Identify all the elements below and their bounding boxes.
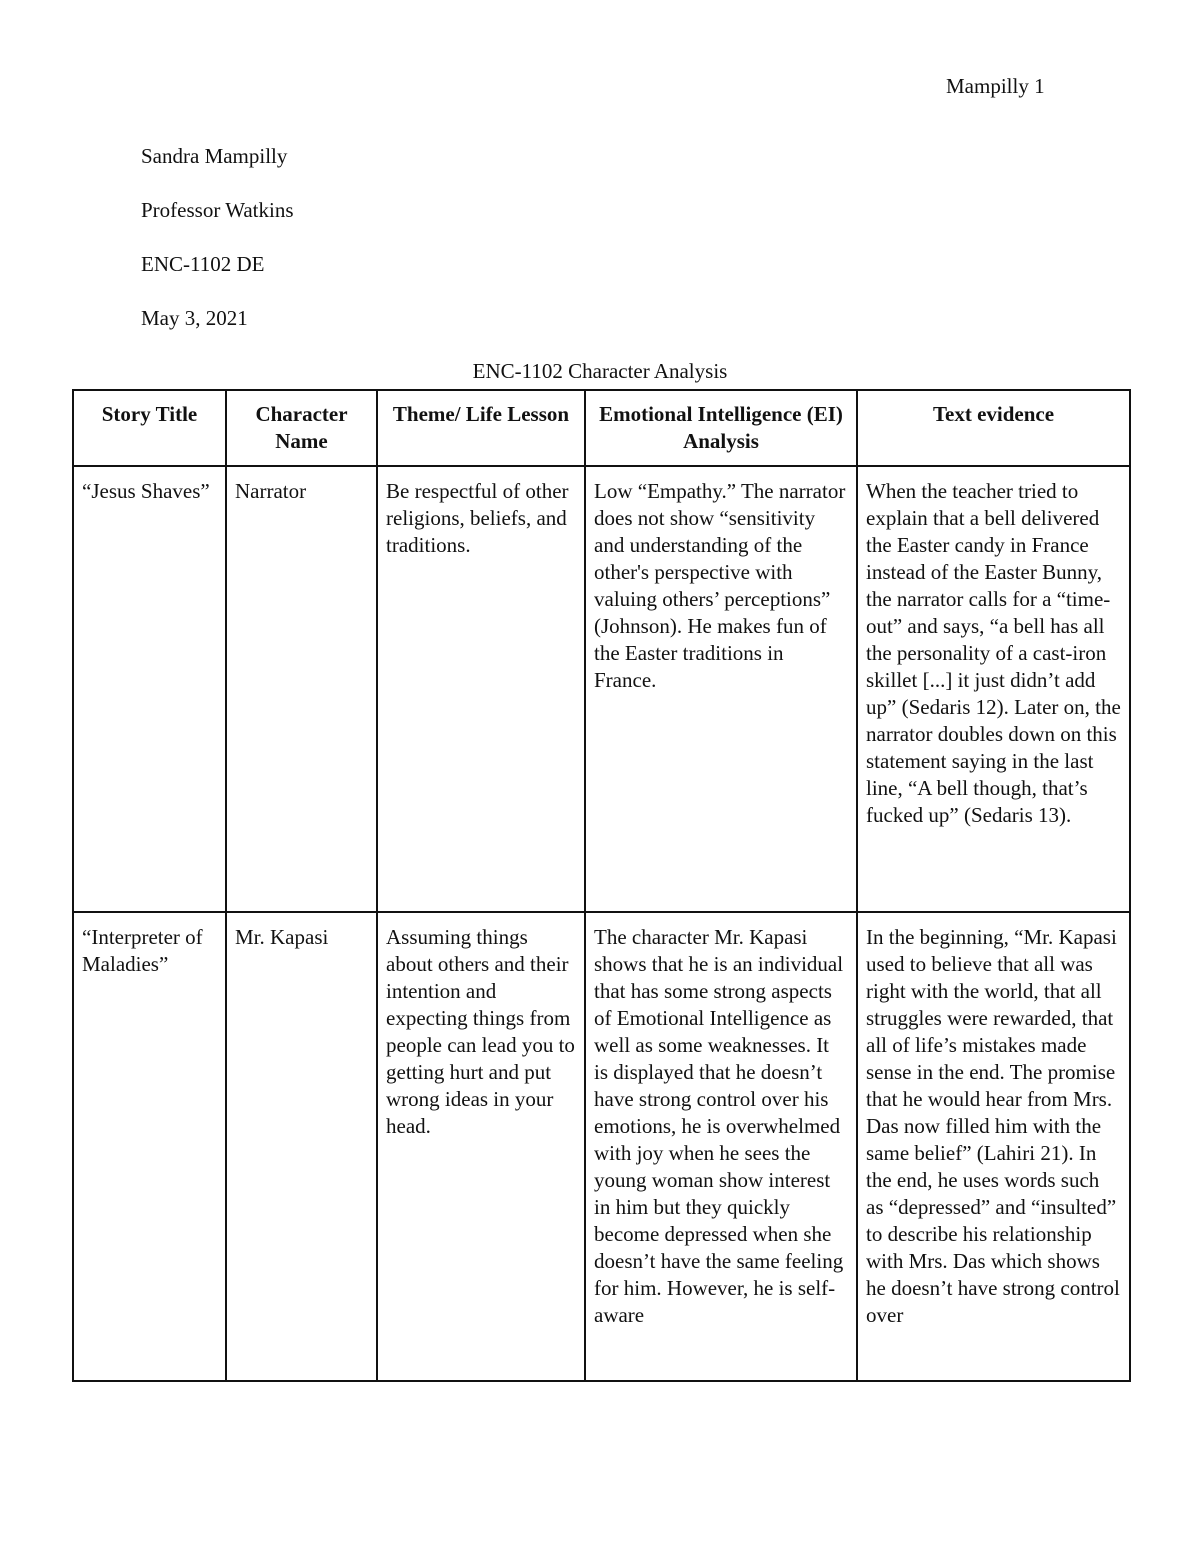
cell-text-evidence: [857, 466, 1130, 912]
column-header-ei-analysis: Emotional Intelligence (EI) Analysis: [585, 390, 857, 466]
story-title-text: “Interpreter of Maladies”: [82, 925, 203, 976]
professor-name: Professor Watkins: [141, 198, 294, 222]
table-row: [73, 912, 1130, 1381]
cell-text-evidence: [857, 912, 1130, 1381]
ei-analysis-text: Low “Empathy.” The narrator does not show “sensitivity and understanding of the other's perspective with valuing others’ perceptions” (Johnson). He makes fun of the Easter traditions in France.: [594, 479, 846, 692]
column-header-text-evidence: Text evidence: [857, 390, 1130, 466]
column-header-character-name: Character Name: [226, 390, 377, 466]
student-name: Sandra Mampilly: [141, 144, 288, 168]
text-evidence-text: When the teacher tried to explain that a bell delivered the Easter candy in France instead of the Easter Bunny, the narrator calls for a “time-out” and says, “a bell has all the personality of a cast-iron skillet [...] it just didn’t add up” (Sedaris 12). Later on, the narrator doubles down on this statement saying in the last line, “A bell though, that’s fucked up” (Sedaris 13).: [866, 479, 1121, 827]
table-row: [73, 466, 1130, 912]
course-name: ENC-1102 DE: [141, 252, 265, 276]
cell-story-title: [73, 912, 226, 1381]
cell-character-name: [226, 912, 377, 1381]
story-title-text: “Jesus Shaves”: [82, 479, 210, 503]
ei-analysis-text: The character Mr. Kapasi shows that he is an individual that has some strong aspects of Emotional Intelligence as well as some weaknesses. It is displayed that he doesn’t have strong control over his emotions, he is overwhelmed with joy when he sees the young woman show interest in him but they quickly become depressed when she doesn’t have the same feeling for him. However, he is self-aware: [594, 925, 844, 1327]
table-header-row: [73, 390, 1130, 466]
theme-text: Be respectful of other religions, beliefs, and traditions.: [386, 479, 569, 557]
column-header-theme: Theme/ Life Lesson: [377, 390, 585, 466]
cell-story-title: [73, 466, 226, 912]
cell-ei-analysis: [585, 466, 857, 912]
character-analysis-table: [72, 389, 1131, 1382]
page-header-number: Mampilly 1: [946, 74, 1045, 98]
character-name-text: Mr. Kapasi: [235, 925, 329, 949]
column-header-story-title: Story Title: [73, 390, 226, 466]
document-title: ENC-1102 Character Analysis: [472, 359, 728, 383]
text-evidence-text: In the beginning, “Mr. Kapasi used to believe that all was right with the world, that all struggles were rewarded, that all of life’s mistakes made sense in the end. The promise that he would hear from Mrs. Das now filled him with the same belief” (Lahiri 21). In the end, he uses words such as “depressed” and “insulted” to describe his relationship with Mrs. Das which shows he doesn’t have strong control over: [866, 925, 1120, 1327]
cell-theme: [377, 466, 585, 912]
cell-theme: [377, 912, 585, 1381]
document-date: May 3, 2021: [141, 306, 248, 330]
cell-character-name: [226, 466, 377, 912]
theme-text: Assuming things about others and their intention and expecting things from people can lead you to getting hurt and put wrong ideas in your head.: [386, 925, 575, 1138]
character-name-text: Narrator: [235, 479, 307, 503]
cell-ei-analysis: [585, 912, 857, 1381]
mla-heading: [141, 142, 294, 358]
